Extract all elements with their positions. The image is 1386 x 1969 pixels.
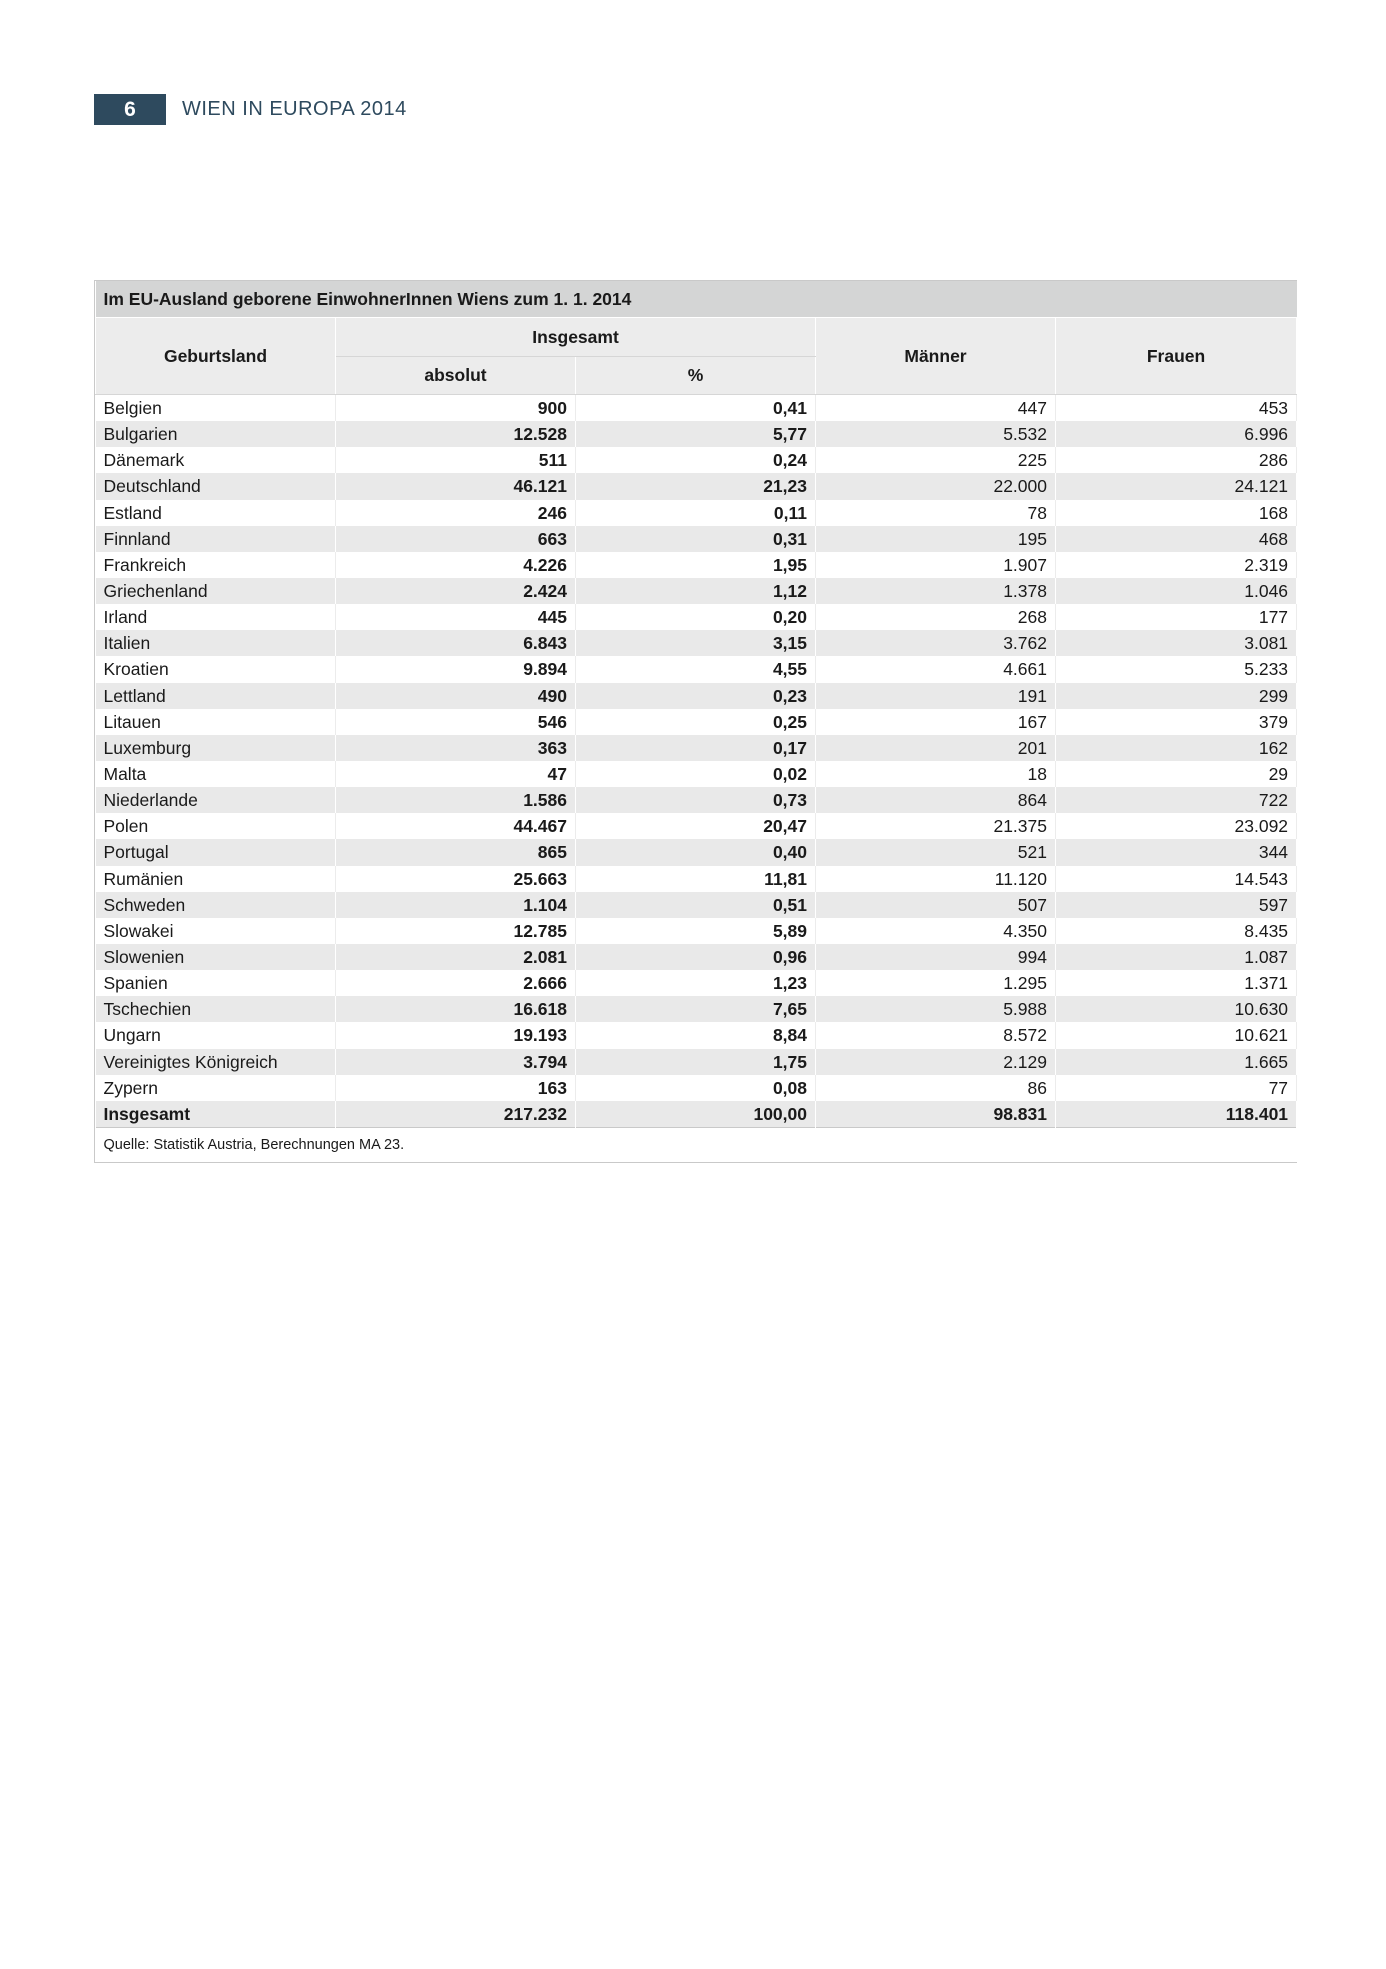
cell-maenner: 86: [816, 1075, 1056, 1101]
cell-maenner: 864: [816, 787, 1056, 813]
cell-frauen: 77: [1056, 1075, 1297, 1101]
cell-absolut: 2.081: [336, 944, 576, 970]
table-row: [96, 421, 1297, 447]
cell-geburtsland: Slowenien: [96, 944, 336, 970]
cell-percent: 0,96: [576, 944, 816, 970]
cell-maenner: 195: [816, 526, 1056, 552]
table-row: [96, 970, 1297, 996]
cell-frauen: 23.092: [1056, 813, 1297, 839]
cell-absolut: 1.104: [336, 892, 576, 918]
cell-percent: 0,11: [576, 500, 816, 526]
cell-geburtsland: Insgesamt: [96, 1101, 336, 1128]
cell-frauen: 722: [1056, 787, 1297, 813]
col-header-maenner: Männer: [816, 318, 1056, 395]
cell-percent: 3,15: [576, 630, 816, 656]
cell-frauen: 10.630: [1056, 996, 1297, 1022]
cell-maenner: 5.532: [816, 421, 1056, 447]
cell-absolut: 546: [336, 709, 576, 735]
cell-geburtsland: Rumänien: [96, 866, 336, 892]
cell-maenner: 225: [816, 447, 1056, 473]
cell-absolut: 46.121: [336, 473, 576, 499]
cell-maenner: 447: [816, 395, 1056, 422]
cell-maenner: 268: [816, 604, 1056, 630]
cell-maenner: 21.375: [816, 813, 1056, 839]
cell-percent: 8,84: [576, 1022, 816, 1048]
cell-geburtsland: Kroatien: [96, 656, 336, 682]
cell-maenner: 18: [816, 761, 1056, 787]
table-row: [96, 709, 1297, 735]
cell-absolut: 1.586: [336, 787, 576, 813]
cell-geburtsland: Spanien: [96, 970, 336, 996]
cell-frauen: 468: [1056, 526, 1297, 552]
cell-frauen: 177: [1056, 604, 1297, 630]
cell-geburtsland: Luxemburg: [96, 735, 336, 761]
cell-frauen: 1.665: [1056, 1049, 1297, 1075]
page-number: 6: [94, 94, 166, 125]
cell-maenner: 8.572: [816, 1022, 1056, 1048]
page-header: [94, 94, 407, 125]
cell-maenner: 11.120: [816, 866, 1056, 892]
cell-absolut: 12.785: [336, 918, 576, 944]
cell-frauen: 453: [1056, 395, 1297, 422]
cell-frauen: 344: [1056, 839, 1297, 865]
cell-frauen: 3.081: [1056, 630, 1297, 656]
cell-percent: 21,23: [576, 473, 816, 499]
cell-geburtsland: Estland: [96, 500, 336, 526]
table-row: [96, 447, 1297, 473]
cell-percent: 0,51: [576, 892, 816, 918]
cell-percent: 0,41: [576, 395, 816, 422]
cell-frauen: 5.233: [1056, 656, 1297, 682]
table-row: [96, 1049, 1297, 1075]
table-row: [96, 787, 1297, 813]
table-row: [96, 552, 1297, 578]
cell-absolut: 246: [336, 500, 576, 526]
cell-frauen: 1.046: [1056, 578, 1297, 604]
cell-percent: 0,08: [576, 1075, 816, 1101]
cell-geburtsland: Irland: [96, 604, 336, 630]
table-row: [96, 944, 1297, 970]
cell-frauen: 24.121: [1056, 473, 1297, 499]
cell-frauen: 1.087: [1056, 944, 1297, 970]
table-row: [96, 813, 1297, 839]
table-row: [96, 656, 1297, 682]
cell-percent: 0,23: [576, 683, 816, 709]
cell-absolut: 445: [336, 604, 576, 630]
table-row: [96, 761, 1297, 787]
cell-maenner: 5.988: [816, 996, 1056, 1022]
table-row: [96, 604, 1297, 630]
cell-frauen: 286: [1056, 447, 1297, 473]
cell-absolut: 663: [336, 526, 576, 552]
cell-geburtsland: Malta: [96, 761, 336, 787]
cell-absolut: 2.424: [336, 578, 576, 604]
cell-frauen: 29: [1056, 761, 1297, 787]
cell-maenner: 4.661: [816, 656, 1056, 682]
cell-geburtsland: Slowakei: [96, 918, 336, 944]
table-title: Im EU-Ausland geborene EinwohnerInnen Wiens zum 1. 1. 2014: [96, 281, 1297, 318]
cell-absolut: 217.232: [336, 1101, 576, 1128]
cell-geburtsland: Vereinigtes Königreich: [96, 1049, 336, 1075]
cell-maenner: 1.295: [816, 970, 1056, 996]
cell-geburtsland: Belgien: [96, 395, 336, 422]
cell-geburtsland: Schweden: [96, 892, 336, 918]
table-row: [96, 892, 1297, 918]
cell-geburtsland: Deutschland: [96, 473, 336, 499]
cell-absolut: 9.894: [336, 656, 576, 682]
cell-absolut: 19.193: [336, 1022, 576, 1048]
col-header-frauen: Frauen: [1056, 318, 1297, 395]
table-row: [96, 395, 1297, 422]
cell-percent: 1,75: [576, 1049, 816, 1075]
cell-frauen: 2.319: [1056, 552, 1297, 578]
table-body: [96, 395, 1297, 1128]
cell-absolut: 490: [336, 683, 576, 709]
cell-percent: 5,77: [576, 421, 816, 447]
cell-percent: 0,25: [576, 709, 816, 735]
cell-percent: 1,95: [576, 552, 816, 578]
table-row: [96, 839, 1297, 865]
cell-maenner: 98.831: [816, 1101, 1056, 1128]
cell-percent: 0,02: [576, 761, 816, 787]
cell-percent: 11,81: [576, 866, 816, 892]
cell-percent: 0,24: [576, 447, 816, 473]
cell-geburtsland: Polen: [96, 813, 336, 839]
cell-percent: 4,55: [576, 656, 816, 682]
cell-percent: 20,47: [576, 813, 816, 839]
cell-frauen: 6.996: [1056, 421, 1297, 447]
table-row: [96, 630, 1297, 656]
population-table: [94, 280, 1297, 1163]
cell-absolut: 4.226: [336, 552, 576, 578]
cell-absolut: 47: [336, 761, 576, 787]
cell-frauen: 597: [1056, 892, 1297, 918]
cell-percent: 0,31: [576, 526, 816, 552]
table-row: [96, 918, 1297, 944]
cell-maenner: 521: [816, 839, 1056, 865]
cell-geburtsland: Niederlande: [96, 787, 336, 813]
cell-absolut: 25.663: [336, 866, 576, 892]
cell-frauen: 379: [1056, 709, 1297, 735]
cell-absolut: 163: [336, 1075, 576, 1101]
cell-absolut: 511: [336, 447, 576, 473]
cell-maenner: 4.350: [816, 918, 1056, 944]
cell-absolut: 44.467: [336, 813, 576, 839]
cell-absolut: 12.528: [336, 421, 576, 447]
cell-geburtsland: Italien: [96, 630, 336, 656]
cell-absolut: 6.843: [336, 630, 576, 656]
cell-maenner: 22.000: [816, 473, 1056, 499]
cell-percent: 0,20: [576, 604, 816, 630]
cell-maenner: 1.907: [816, 552, 1056, 578]
cell-percent: 1,12: [576, 578, 816, 604]
cell-geburtsland: Frankreich: [96, 552, 336, 578]
table-source: Quelle: Statistik Austria, Berechnungen MA 23.: [96, 1127, 1297, 1162]
table-row: [96, 1022, 1297, 1048]
cell-geburtsland: Dänemark: [96, 447, 336, 473]
cell-geburtsland: Tschechien: [96, 996, 336, 1022]
table-row: [96, 1075, 1297, 1101]
cell-frauen: 1.371: [1056, 970, 1297, 996]
col-header-geburtsland: Geburtsland: [96, 318, 336, 395]
cell-percent: 5,89: [576, 918, 816, 944]
cell-geburtsland: Bulgarien: [96, 421, 336, 447]
cell-geburtsland: Litauen: [96, 709, 336, 735]
cell-absolut: 865: [336, 839, 576, 865]
cell-percent: 7,65: [576, 996, 816, 1022]
cell-geburtsland: Portugal: [96, 839, 336, 865]
cell-maenner: 167: [816, 709, 1056, 735]
cell-frauen: 299: [1056, 683, 1297, 709]
cell-percent: 0,73: [576, 787, 816, 813]
cell-absolut: 16.618: [336, 996, 576, 1022]
cell-geburtsland: Griechenland: [96, 578, 336, 604]
cell-frauen: 168: [1056, 500, 1297, 526]
cell-percent: 100,00: [576, 1101, 816, 1128]
table-row: [96, 735, 1297, 761]
cell-frauen: 162: [1056, 735, 1297, 761]
table-row: [96, 500, 1297, 526]
cell-geburtsland: Lettland: [96, 683, 336, 709]
cell-maenner: 994: [816, 944, 1056, 970]
col-header-percent: %: [576, 357, 816, 395]
col-header-absolut: absolut: [336, 357, 576, 395]
cell-absolut: 900: [336, 395, 576, 422]
cell-percent: 0,40: [576, 839, 816, 865]
cell-percent: 0,17: [576, 735, 816, 761]
cell-percent: 1,23: [576, 970, 816, 996]
cell-geburtsland: Ungarn: [96, 1022, 336, 1048]
cell-frauen: 10.621: [1056, 1022, 1297, 1048]
cell-absolut: 3.794: [336, 1049, 576, 1075]
cell-maenner: 78: [816, 500, 1056, 526]
cell-maenner: 191: [816, 683, 1056, 709]
cell-absolut: 2.666: [336, 970, 576, 996]
col-header-insgesamt: Insgesamt: [336, 318, 816, 357]
cell-maenner: 3.762: [816, 630, 1056, 656]
table-row: [96, 866, 1297, 892]
cell-absolut: 363: [336, 735, 576, 761]
table-row: [96, 473, 1297, 499]
cell-frauen: 118.401: [1056, 1101, 1297, 1128]
cell-maenner: 2.129: [816, 1049, 1056, 1075]
table-row: [96, 683, 1297, 709]
table-row: [96, 996, 1297, 1022]
cell-maenner: 201: [816, 735, 1056, 761]
cell-maenner: 1.378: [816, 578, 1056, 604]
table-row: [96, 526, 1297, 552]
document-title: WIEN IN EUROPA 2014: [182, 98, 407, 120]
cell-frauen: 14.543: [1056, 866, 1297, 892]
cell-geburtsland: Finnland: [96, 526, 336, 552]
table-row: [96, 578, 1297, 604]
cell-maenner: 507: [816, 892, 1056, 918]
cell-frauen: 8.435: [1056, 918, 1297, 944]
table-total-row: [96, 1101, 1297, 1128]
cell-geburtsland: Zypern: [96, 1075, 336, 1101]
